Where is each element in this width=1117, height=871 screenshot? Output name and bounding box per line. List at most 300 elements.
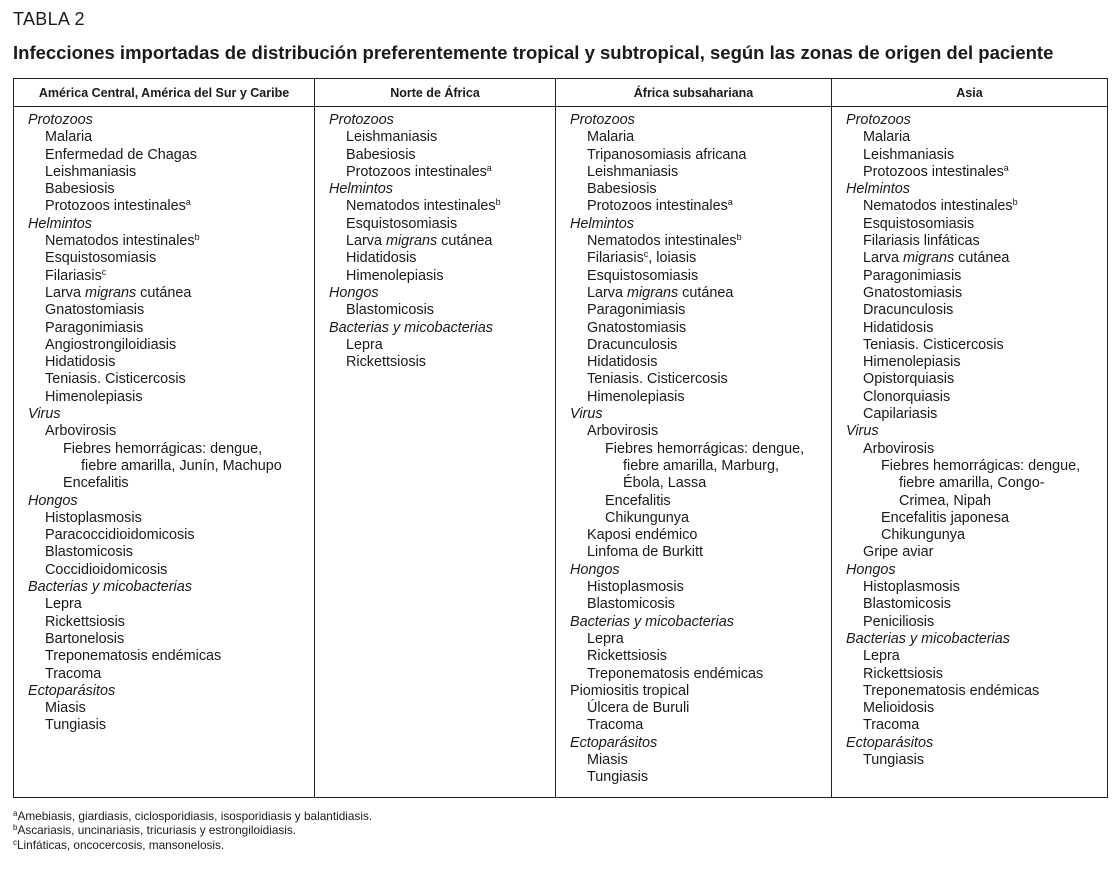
item-text: Bacterias y micobacterias	[28, 579, 192, 596]
item-text: Treponematosis endémicas	[587, 665, 764, 682]
footnote-ref: b	[495, 197, 501, 208]
list-item	[28, 717, 314, 734]
list-item	[28, 423, 314, 440]
list-item	[570, 371, 831, 388]
item-text: Paracoccidioidomicosis	[45, 527, 195, 544]
item-text: Fiebres hemorrágicas: dengue,	[881, 457, 1081, 474]
item-text: Miasis	[45, 700, 86, 717]
list-item	[846, 648, 1107, 665]
category-label	[570, 562, 831, 579]
item-text: Protozoos	[329, 112, 394, 128]
list-item	[846, 717, 1107, 734]
item-text: Hongos	[329, 284, 379, 301]
list-item	[570, 198, 831, 215]
list-item	[846, 371, 1107, 388]
footnote-ref: a	[185, 197, 191, 208]
item-text: Babesiosis	[346, 146, 416, 163]
item-text: fiebre amarilla, Junín, Machupo	[81, 457, 282, 474]
list-item	[28, 562, 314, 579]
item-text: Hidatidosis	[346, 250, 417, 267]
list-item	[570, 493, 831, 510]
item-text: Encefalitis	[63, 475, 129, 492]
list-item	[28, 320, 314, 337]
item-text: Teniasis. Cisticercosis	[45, 371, 186, 388]
list-item	[570, 666, 831, 683]
footnote	[13, 823, 372, 837]
list-item	[846, 250, 1107, 267]
list-item	[329, 302, 555, 319]
footnote-ref: a	[1003, 162, 1009, 173]
list-item	[28, 147, 314, 164]
item-text: Arbovirosis	[45, 423, 117, 440]
item-text: Protozoos	[846, 112, 911, 128]
column-list	[28, 112, 314, 735]
list-item	[28, 596, 314, 613]
footnote-ref: a	[486, 162, 492, 173]
item-text: Nematodos intestinales	[45, 233, 195, 250]
list-item	[846, 164, 1107, 181]
list-item	[28, 458, 314, 475]
item-text: Melioidosis	[863, 700, 935, 717]
list-item	[570, 181, 831, 198]
list-item	[329, 354, 555, 371]
item-text: Rickettsiosis	[587, 648, 667, 665]
item-text: Protozoos	[570, 112, 635, 128]
item-text: Leishmaniasis	[346, 129, 438, 146]
item-text: Dracunculosis	[863, 302, 954, 319]
item-text: Dracunculosis	[587, 336, 678, 353]
footnote-marker: c	[13, 837, 17, 847]
item-text: Treponematosis endémicas	[45, 648, 222, 665]
category-label	[846, 181, 1107, 198]
item-text: Histoplasmosis	[863, 579, 960, 596]
list-item	[846, 475, 1107, 492]
item-text: Gnatostomiasis	[863, 284, 963, 301]
item-text: Tungiasis	[45, 717, 107, 734]
list-item	[28, 648, 314, 665]
item-text: Helmintos	[846, 181, 910, 198]
category-label	[329, 181, 555, 198]
category-label	[846, 735, 1107, 752]
list-item	[846, 752, 1107, 769]
item-text: Chikungunya	[881, 527, 966, 544]
item-italic-text: migrans	[85, 284, 137, 301]
list-item	[28, 129, 314, 146]
item-text: Blastomicosis	[587, 596, 675, 613]
column-cell	[832, 107, 1108, 798]
list-item	[846, 666, 1107, 683]
footnote-text: Amebiasis, giardiasis, ciclosporidiasis, isosporidiasis y balantidiasis.	[17, 809, 373, 823]
list-item	[846, 198, 1107, 215]
item-text: Kaposi endémico	[587, 527, 698, 544]
list-item	[28, 354, 314, 371]
item-text: Lepra	[863, 648, 900, 665]
list-item	[570, 233, 831, 250]
list-item	[28, 250, 314, 267]
item-text: Helmintos	[570, 215, 634, 232]
list-item	[846, 233, 1107, 250]
item-text: Larva	[587, 284, 627, 301]
item-text: Tracoma	[863, 717, 920, 734]
category-label	[570, 216, 831, 233]
footnote	[13, 809, 372, 823]
item-text: Helmintos	[28, 215, 92, 232]
item-text: Malaria	[587, 129, 635, 146]
item-text: Malaria	[863, 129, 911, 146]
item-text: Nematodos intestinales	[587, 233, 737, 250]
column-cell	[315, 107, 556, 798]
item-text-after: cutánea	[437, 233, 493, 250]
category-label	[28, 112, 314, 129]
item-text: Larva	[45, 284, 85, 301]
item-text: Esquistosomiasis	[45, 250, 157, 267]
item-text: Hongos	[570, 561, 620, 578]
item-text: Paragonimiasis	[863, 267, 962, 284]
column-cell	[14, 107, 315, 798]
category-label	[329, 320, 555, 337]
list-item	[846, 700, 1107, 717]
category-label	[570, 112, 831, 129]
list-item	[846, 354, 1107, 371]
item-text: Filariasis linfáticas	[863, 233, 980, 250]
list-item	[329, 337, 555, 354]
item-text: Ectoparásitos	[846, 734, 934, 751]
list-item	[846, 406, 1107, 423]
item-text: Virus	[846, 423, 879, 440]
item-text: Protozoos intestinales	[45, 198, 186, 215]
item-text: Esquistosomiasis	[587, 267, 699, 284]
item-text: Chikungunya	[605, 509, 690, 526]
item-text-after: cutánea	[954, 250, 1010, 267]
footnote-ref: b	[1012, 197, 1018, 208]
item-text: Protozoos intestinales	[346, 163, 487, 180]
item-text: Hongos	[846, 561, 896, 578]
list-item	[570, 527, 831, 544]
item-text: Himenolepiasis	[863, 354, 961, 371]
list-item	[329, 233, 555, 250]
list-item	[570, 147, 831, 164]
item-text: Blastomicosis	[45, 544, 133, 561]
item-text: Himenolepiasis	[45, 388, 143, 405]
list-item	[28, 441, 314, 458]
list-item	[570, 423, 831, 440]
item-text: Filariasis	[45, 267, 102, 284]
list-item	[570, 596, 831, 613]
footnote-ref: c	[101, 266, 107, 277]
item-text: Linfoma de Burkitt	[587, 544, 703, 561]
list-item	[570, 579, 831, 596]
item-text: Fiebres hemorrágicas: dengue,	[63, 440, 263, 457]
category-label	[28, 683, 314, 700]
category-label	[28, 579, 314, 596]
list-item	[28, 666, 314, 683]
category-label	[28, 216, 314, 233]
item-text: Clonorquiasis	[863, 388, 951, 405]
footnote-marker: b	[13, 823, 18, 833]
footnote-text: Linfáticas, oncocercosis, mansonelosis.	[17, 837, 225, 852]
column-header: Norte de África	[315, 79, 556, 107]
item-text: Opistorquiasis	[863, 371, 955, 388]
list-item	[28, 268, 314, 285]
footnote-ref: c	[643, 249, 649, 260]
item-text: Gripe aviar	[863, 544, 934, 561]
list-item	[570, 752, 831, 769]
list-item	[28, 700, 314, 717]
item-text: Leishmaniasis	[45, 163, 137, 180]
list-item	[570, 544, 831, 561]
item-text: Filariasis	[587, 250, 644, 267]
item-text: Capilariasis	[863, 406, 938, 423]
list-item	[846, 389, 1107, 406]
list-item	[28, 233, 314, 250]
item-text: Hidatidosis	[587, 354, 658, 371]
item-text: fiebre amarilla, Congo-	[899, 475, 1045, 492]
item-text: Babesiosis	[45, 181, 115, 198]
item-text: Esquistosomiasis	[346, 215, 458, 232]
list-item	[570, 458, 831, 475]
list-item	[846, 614, 1107, 631]
list-item	[846, 544, 1107, 561]
item-text: Piomiositis tropical	[570, 682, 690, 699]
item-text: Teniasis. Cisticercosis	[863, 336, 1004, 353]
list-item	[570, 302, 831, 319]
item-text: Larva	[346, 233, 386, 250]
list-item	[329, 147, 555, 164]
item-text: Tungiasis	[587, 769, 649, 786]
list-item	[28, 198, 314, 215]
footnotes	[13, 809, 372, 852]
item-text: Leishmaniasis	[863, 146, 955, 163]
table-label: TABLA 2	[13, 9, 85, 29]
list-item	[570, 769, 831, 786]
item-text: Histoplasmosis	[587, 579, 684, 596]
list-item	[28, 371, 314, 388]
item-text: Arbovirosis	[863, 440, 935, 457]
list-item	[28, 544, 314, 561]
item-text: Miasis	[587, 751, 628, 768]
category-label	[846, 631, 1107, 648]
item-text: Protozoos	[28, 112, 93, 128]
category-label	[570, 406, 831, 423]
item-text: Babesiosis	[587, 181, 657, 198]
item-text: Gnatostomiasis	[587, 319, 687, 336]
list-item	[846, 493, 1107, 510]
item-text: Virus	[28, 406, 61, 423]
list-item	[28, 164, 314, 181]
item-text: Nematodos intestinales	[863, 198, 1013, 215]
item-text: Blastomicosis	[863, 596, 951, 613]
list-item	[28, 181, 314, 198]
item-text-after: , loiasis	[648, 250, 697, 267]
item-text: Esquistosomiasis	[863, 215, 975, 232]
list-item	[28, 337, 314, 354]
footnote-ref: a	[727, 197, 733, 208]
list-item	[28, 527, 314, 544]
item-italic-text: migrans	[386, 233, 438, 250]
item-text: Nematodos intestinales	[346, 198, 496, 215]
list-item	[28, 302, 314, 319]
list-item	[846, 216, 1107, 233]
item-text: Protozoos intestinales	[863, 163, 1004, 180]
list-item	[846, 458, 1107, 475]
item-text: Ébola, Lassa	[623, 475, 707, 492]
item-text: Gnatostomiasis	[45, 302, 145, 319]
item-text: Bacterias y micobacterias	[570, 613, 734, 630]
item-text: Peniciliosis	[863, 613, 935, 630]
item-text: Bacterias y micobacterias	[846, 630, 1010, 647]
item-text: Malaria	[45, 129, 93, 146]
item-text: Himenolepiasis	[346, 267, 444, 284]
category-label	[846, 112, 1107, 129]
list-item	[846, 129, 1107, 146]
item-text: Hongos	[28, 492, 78, 509]
column-list	[329, 112, 555, 371]
list-item	[570, 354, 831, 371]
list-item	[846, 441, 1107, 458]
list-item	[329, 198, 555, 215]
footnote-ref: b	[194, 232, 200, 243]
item-text: Lepra	[587, 630, 624, 647]
list-item	[28, 614, 314, 631]
list-item	[570, 441, 831, 458]
list-item	[570, 250, 831, 267]
category-label	[570, 735, 831, 752]
column-header: Asia	[832, 79, 1108, 107]
item-text: Hidatidosis	[45, 354, 116, 371]
item-text: Protozoos intestinales	[587, 198, 728, 215]
list-item	[570, 268, 831, 285]
item-text: Hidatidosis	[863, 319, 934, 336]
list-item	[846, 268, 1107, 285]
item-text: Tungiasis	[863, 751, 925, 768]
item-text: Helmintos	[329, 181, 393, 198]
list-item	[329, 216, 555, 233]
item-italic-text: migrans	[903, 250, 955, 267]
item-text: Rickettsiosis	[346, 354, 426, 371]
category-label	[28, 406, 314, 423]
category-label	[846, 562, 1107, 579]
item-text: Himenolepiasis	[587, 388, 685, 405]
list-item	[28, 510, 314, 527]
list-item	[570, 475, 831, 492]
item-text: Teniasis. Cisticercosis	[587, 371, 728, 388]
item-text: Tripanosomiasis africana	[587, 146, 747, 163]
footnote-marker: a	[13, 809, 18, 818]
category-label	[28, 493, 314, 510]
item-text-after: cutánea	[136, 284, 192, 301]
list-item	[570, 648, 831, 665]
column-list	[846, 112, 1107, 769]
item-text: Paragonimiasis	[587, 302, 686, 319]
item-text: Rickettsiosis	[863, 665, 943, 682]
item-italic-text: migrans	[627, 284, 679, 301]
column-header: América Central, América del Sur y Caribe	[14, 79, 315, 107]
item-text: Arbovirosis	[587, 423, 659, 440]
list-item	[846, 285, 1107, 302]
item-text: Tracoma	[587, 717, 644, 734]
item-text: Úlcera de Buruli	[587, 700, 690, 717]
list-item	[570, 510, 831, 527]
list-item	[570, 631, 831, 648]
item-text: Coccidioidomicosis	[45, 561, 168, 578]
item-text-after: cutánea	[678, 284, 734, 301]
item-text: Bartonelosis	[45, 630, 125, 647]
item-text: Enfermedad de Chagas	[45, 146, 198, 163]
list-item	[570, 320, 831, 337]
item-text: Paragonimiasis	[45, 319, 144, 336]
item-text: Encefalitis japonesa	[881, 509, 1009, 526]
item-text: Lepra	[45, 596, 82, 613]
footnote-text: Ascariasis, uncinariasis, tricuriasis y estrongiloidiasis.	[17, 823, 297, 838]
item-text: Crimea, Nipah	[899, 492, 991, 509]
list-item	[846, 579, 1107, 596]
category-label	[846, 423, 1107, 440]
list-item	[570, 389, 831, 406]
list-item	[846, 527, 1107, 544]
list-item	[28, 285, 314, 302]
list-item	[570, 337, 831, 354]
item-text: Lepra	[346, 336, 383, 353]
item-text: Histoplasmosis	[45, 509, 142, 526]
category-label	[329, 112, 555, 129]
item-text: Ectoparásitos	[570, 734, 658, 751]
item-text: Ectoparásitos	[28, 682, 116, 699]
infections-table	[13, 78, 1108, 798]
list-item	[329, 164, 555, 181]
column-list	[570, 112, 831, 787]
list-item	[846, 320, 1107, 337]
column-header: África subsahariana	[556, 79, 832, 107]
item-text: Tracoma	[45, 665, 102, 682]
footnote	[13, 838, 372, 852]
list-item	[846, 596, 1107, 613]
table-title: Infecciones importadas de distribución preferentemente tropical y subtropical, según las zonas de origen del paciente	[13, 42, 1054, 63]
item-text: Angiostrongiloidiasis	[45, 336, 177, 353]
item-text: Fiebres hemorrágicas: dengue,	[605, 440, 805, 457]
list-item	[329, 268, 555, 285]
list-item	[329, 129, 555, 146]
item-text: Encefalitis	[605, 492, 671, 509]
item-text: Virus	[570, 406, 603, 423]
footnote-ref: b	[736, 232, 742, 243]
list-item	[570, 700, 831, 717]
item-text: Bacterias y micobacterias	[329, 319, 493, 336]
list-item	[846, 510, 1107, 527]
list-item	[329, 250, 555, 267]
list-item	[570, 164, 831, 181]
category-label	[570, 683, 831, 700]
item-text: Treponematosis endémicas	[863, 682, 1040, 699]
list-item	[28, 631, 314, 648]
list-item	[846, 302, 1107, 319]
list-item	[846, 147, 1107, 164]
item-text: Blastomicosis	[346, 302, 434, 319]
list-item	[570, 717, 831, 734]
column-cell	[556, 107, 832, 798]
list-item	[28, 475, 314, 492]
category-label	[329, 285, 555, 302]
item-text: Rickettsiosis	[45, 613, 125, 630]
item-text: Larva	[863, 250, 903, 267]
list-item	[846, 337, 1107, 354]
item-text: fiebre amarilla, Marburg,	[623, 457, 779, 474]
list-item	[570, 285, 831, 302]
category-label	[570, 614, 831, 631]
list-item	[846, 683, 1107, 700]
list-item	[570, 129, 831, 146]
item-text: Leishmaniasis	[587, 163, 679, 180]
list-item	[28, 389, 314, 406]
